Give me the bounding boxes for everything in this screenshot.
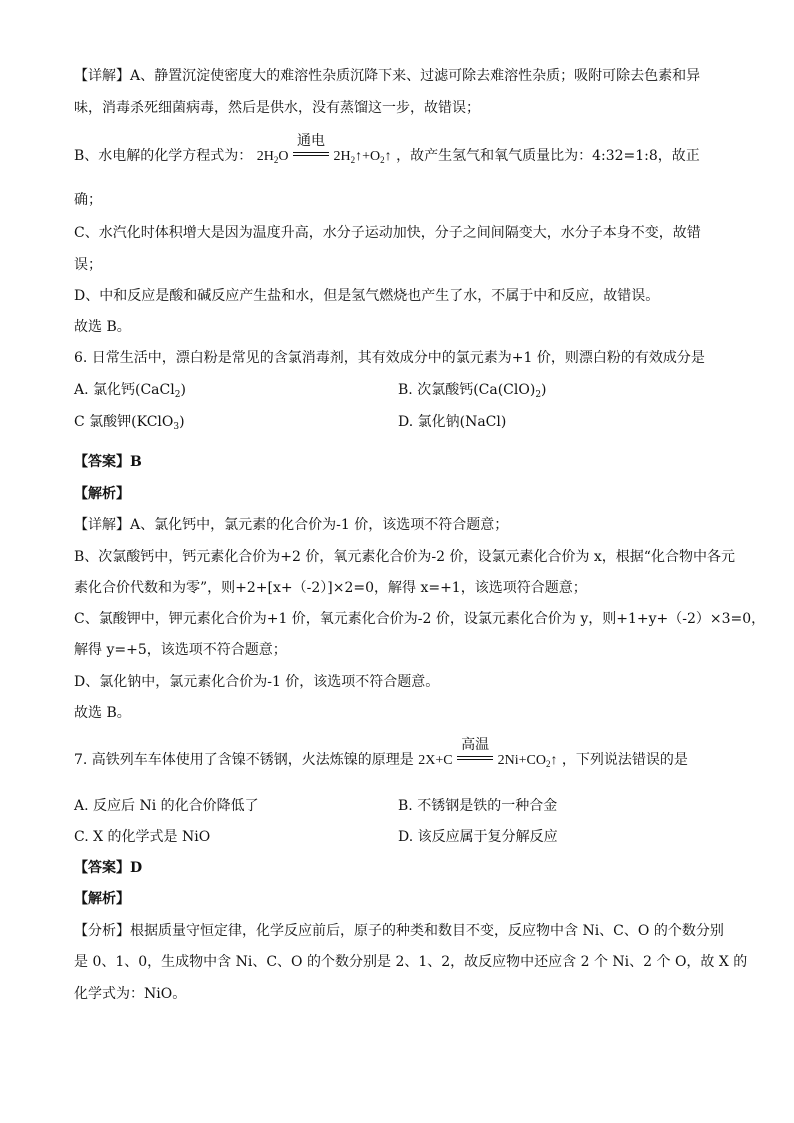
analysis-line: 化学式为：NiO。 — [74, 986, 187, 1002]
q6-option-c: C 氯酸钾(KClO$_3$) — [74, 414, 185, 432]
eq-left: O — [278, 149, 289, 164]
conclusion-line: 故选 B。 — [74, 705, 131, 721]
eq-right: 2Ni+CO — [497, 753, 546, 768]
reaction-arrow — [292, 133, 330, 167]
eq-left: 2H — [256, 149, 274, 164]
eq-right: ↑ — [550, 753, 558, 768]
conclusion-line: 故选 B。 — [74, 319, 131, 335]
answer-label: 【答案】B — [74, 454, 142, 470]
eq-left: 2X+C — [418, 753, 453, 768]
equals-bar — [457, 756, 493, 760]
analysis-label: 【解析】 — [74, 891, 130, 907]
q6-option-d: D. 氯化钠(NaCl) — [398, 414, 507, 430]
reaction-condition: 通电 — [297, 133, 325, 149]
q7-option-d: D. 该反应属于复分解反应 — [398, 829, 558, 845]
detail-line: 【详解】A、氯化钙中，氯元素的化合价为-1 价，该选项不符合题意； — [74, 517, 509, 533]
subscript: 2 — [380, 155, 385, 165]
eq-right: ↑+O — [355, 149, 381, 164]
analysis-label: 【解析】 — [74, 486, 130, 502]
q7-option-a: A. 反应后 Ni 的化合价降低了 — [74, 798, 259, 814]
detail-line: B、次氯酸钙中，钙元素化合价为+2 价，氧元素化合价为-2 价，设氯元素化合价为 x，根据“化合物中各元 — [74, 549, 735, 565]
analysis-line: 【分析】根据质量守恒定律，化学反应前后，原子的种类和数目不变，反应物中含 Ni、C、O 的个数分别 — [74, 923, 724, 939]
q7-option-c: C. X 的化学式是 NiO — [74, 829, 211, 845]
explanation-line: 味，消毒杀死细菌病毒，然后是供水，没有蒸馏这一步，故错误； — [74, 100, 480, 116]
equals-bar — [293, 152, 329, 156]
answer-label: 【答案】D — [74, 860, 143, 876]
explanation-line: 【详解】A、静置沉淀使密度大的难溶性杂质沉降下来、过滤可除去难溶性杂质；吸附可除去色素和异 — [74, 68, 701, 84]
text-segment: ，下列说法错误的是 — [561, 752, 688, 768]
question-7-stem — [74, 737, 688, 771]
subscript: 2 — [545, 759, 551, 769]
eq-right: 2H — [333, 149, 351, 164]
q6-option-a: A. 氯化钙(CaCl$_2$) — [74, 382, 186, 400]
explanation-line: 确； — [74, 192, 102, 208]
detail-line: 解得 y=+5，该选项不符合题意； — [74, 642, 287, 658]
reaction-arrow — [456, 737, 494, 771]
question-6-stem: 6. 日常生活中，漂白粉是常见的含氯消毒剂，其有效成分中的氯元素为+1 价，则漂白粉的有效成分是 — [74, 350, 705, 366]
text-segment: ，故产生氢气和氧气质量比为：4:32=1:8，故正 — [396, 148, 700, 164]
text-segment: 7. 高铁列车车体使用了含镍不锈钢，火法炼镍的原理是 — [74, 752, 419, 768]
subscript: 2 — [350, 155, 356, 165]
explanation-line: C、水汽化时体积增大是因为温度升高，水分子运动加快，分子之间间隔变大，水分子本身不变，故错 — [74, 225, 701, 241]
detail-line: 素化合价代数和为零”，则+2+[x+（-2）]×2=0，解得 x=+1，该选项符合题意； — [74, 580, 587, 596]
analysis-line: 是 0、1、0，生成物中含 Ni、C、O 的个数分别是 2、1、2，故反应物中还应含 2 个 Ni、2 个 O，故 X 的 — [74, 954, 748, 970]
q7-option-b: B. 不锈钢是铁的一种合金 — [398, 798, 558, 814]
eq-right: ↑ — [384, 149, 392, 164]
text-segment: B、水电解的化学方程式为： — [74, 148, 253, 164]
detail-line: D、氯化钠中，氯元素化合价为-1 价，该选项不符合题意。 — [74, 674, 440, 690]
explanation-line: 误； — [74, 257, 102, 273]
explanation-line: D、中和反应是酸和碱反应产生盐和水，但是氢气燃烧也产生了水，不属于中和反应，故错误。 — [74, 288, 660, 304]
q6-option-b: B. 次氯酸钙$(Ca(ClO)_2)$ — [398, 382, 547, 400]
subscript: 2 — [273, 155, 279, 165]
reaction-condition: 高温 — [461, 737, 490, 753]
detail-line: C、氯酸钾中，钾元素化合价为+1 价，氧元素化合价为-2 价，设氯元素化合价为 y，则+1+y+（-2）×3=0， — [74, 611, 766, 627]
chemical-equation — [418, 737, 558, 771]
electrolysis-line — [74, 133, 700, 167]
chemical-equation — [256, 133, 392, 167]
